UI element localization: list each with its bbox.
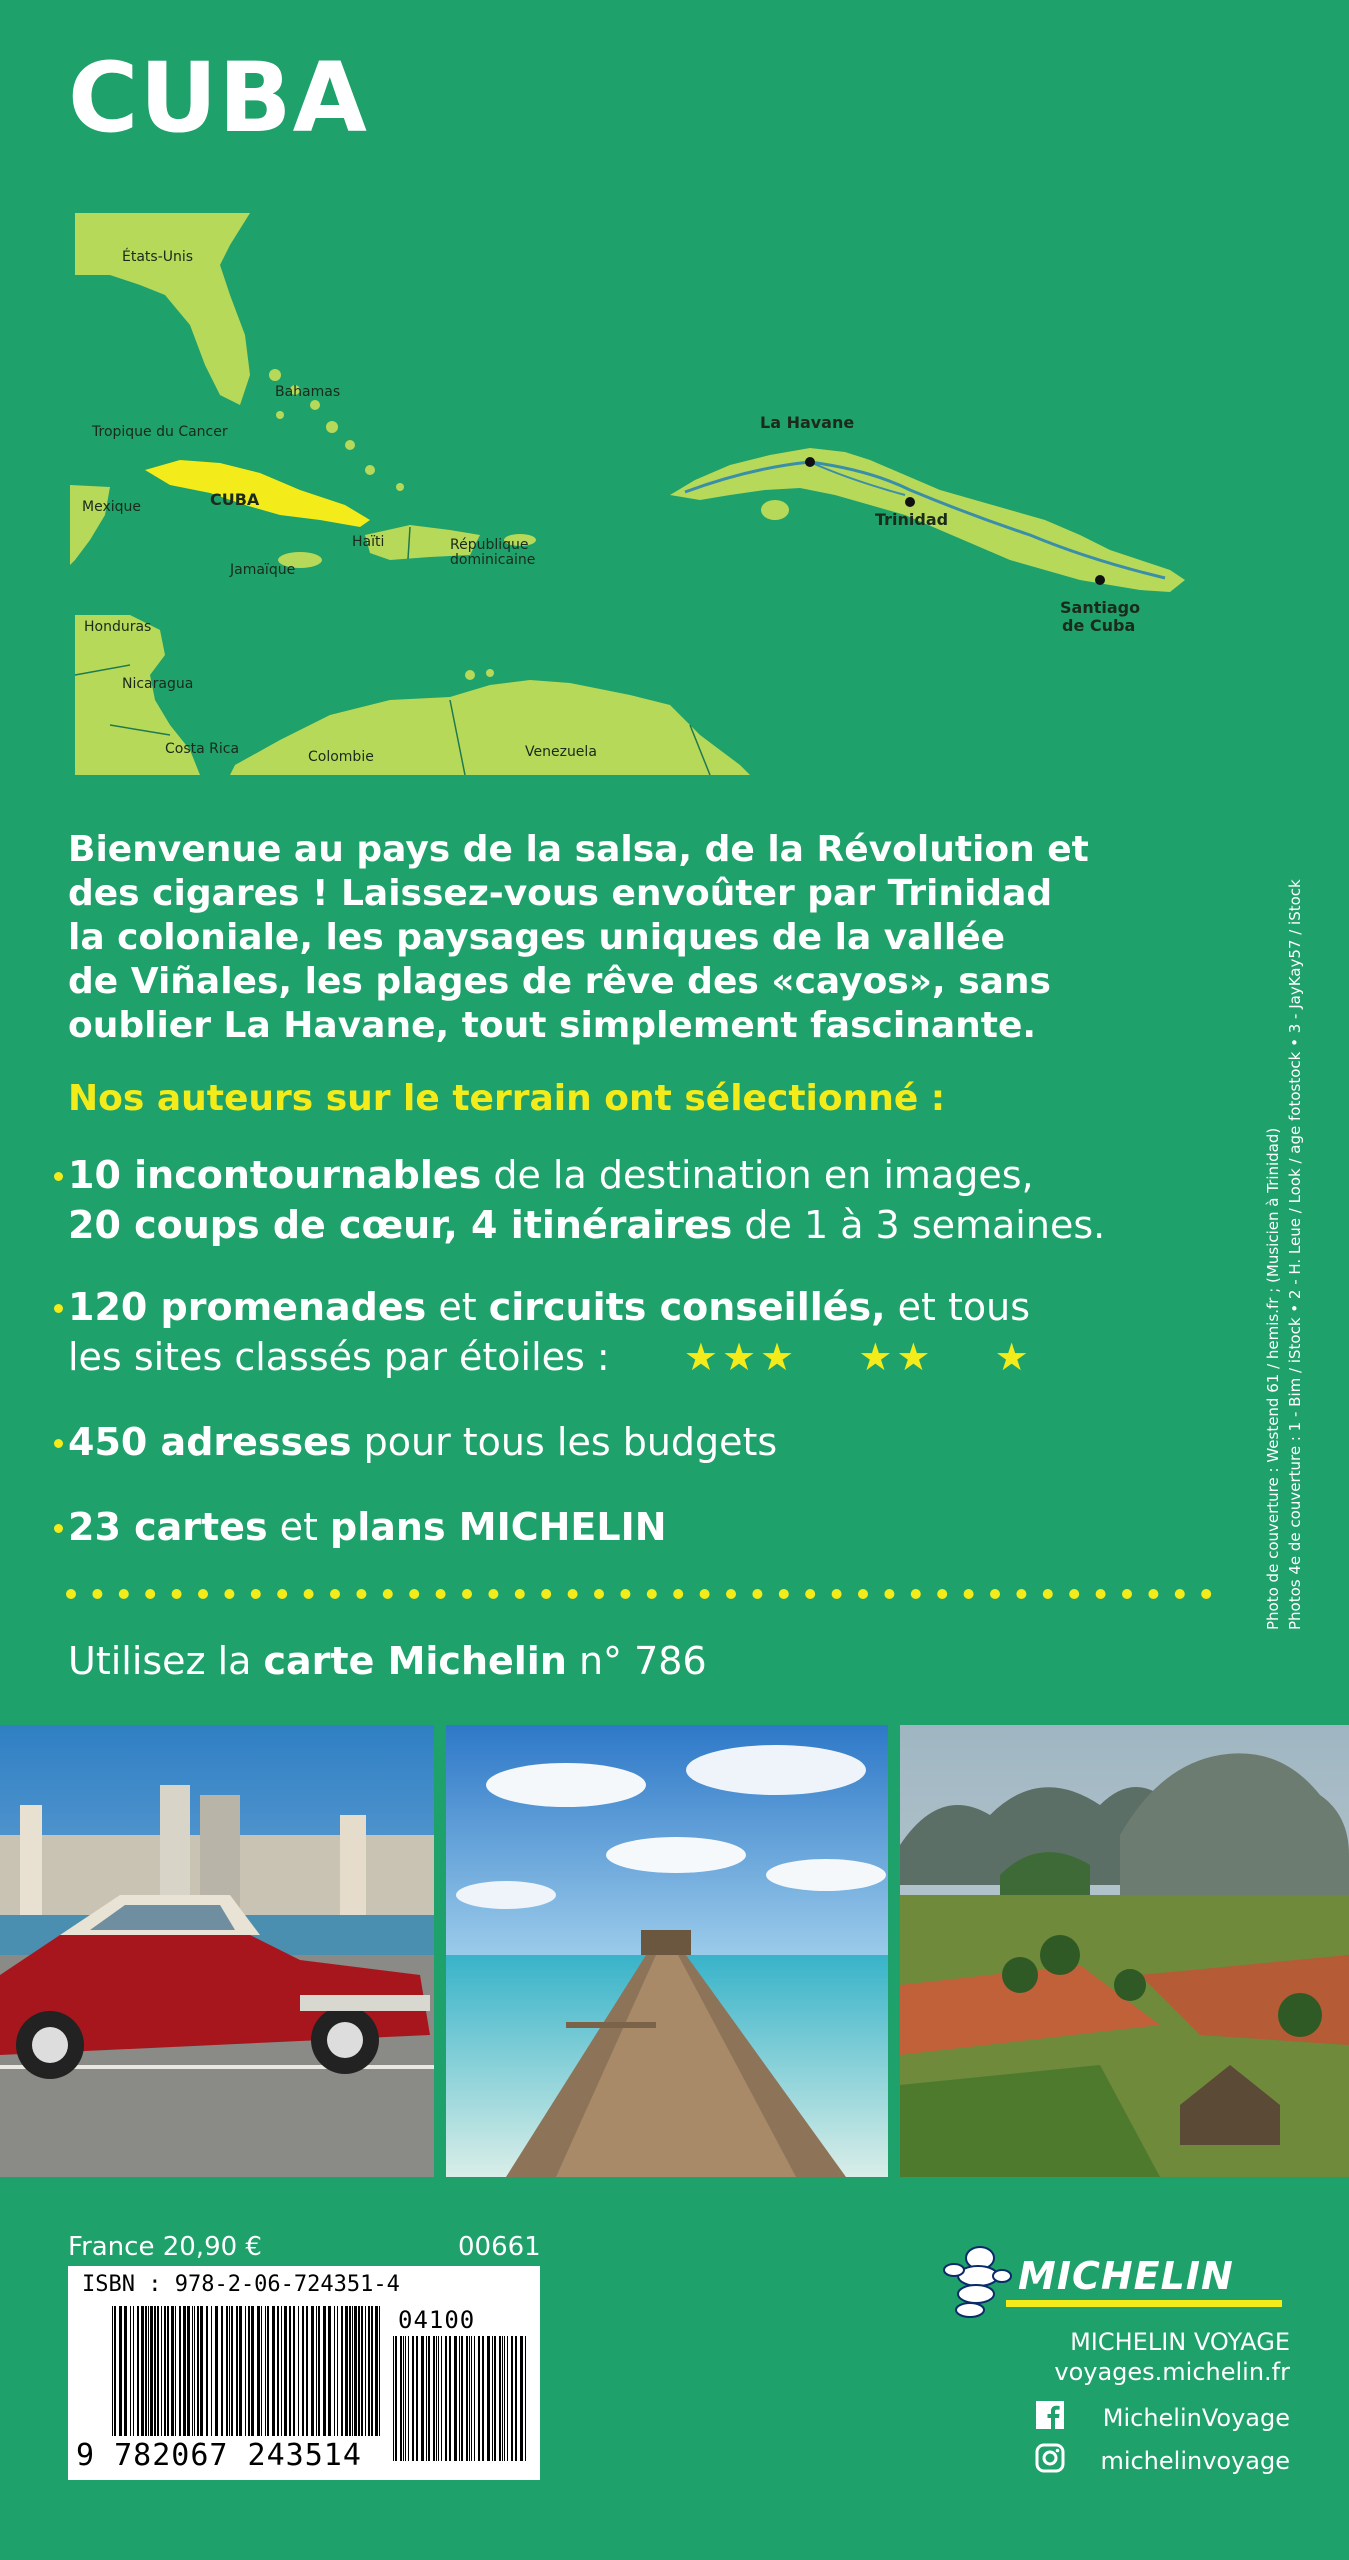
barcode-bar <box>316 2306 317 2436</box>
intro-line: oublier La Havane, tout simplement fascinante. <box>68 1005 1037 1046</box>
barcode-bar <box>257 2306 260 2436</box>
barcode <box>68 2266 540 2480</box>
bullet-text: de la destination en images, <box>481 1153 1034 1197</box>
barcode-bar <box>154 2306 156 2436</box>
barcode-bar <box>323 2306 326 2436</box>
barcode-bar <box>492 2336 493 2461</box>
barcode-bar <box>400 2336 402 2461</box>
separator-dot <box>568 1589 578 1599</box>
barcode-bar <box>221 2306 223 2436</box>
barcode-bar <box>112 2306 113 2436</box>
bullet-text: pour tous les budgets <box>351 1420 778 1464</box>
product-code: 00661 <box>458 2232 541 2262</box>
separator-dot <box>277 1589 287 1599</box>
barcode-bar <box>133 2306 134 2436</box>
map-label-venezuela: Venezuela <box>525 744 597 760</box>
michelin-man-icon <box>940 2240 1020 2320</box>
barcode-bar <box>358 2306 360 2436</box>
ean-number: 9 782067 243514 <box>76 2438 362 2473</box>
barcode-bar <box>445 2336 447 2461</box>
barcode-bar <box>334 2306 335 2436</box>
separator-dot <box>251 1589 261 1599</box>
barcode-bar <box>229 2306 230 2436</box>
bullet-bold: 120 promenades <box>68 1285 427 1329</box>
barcode-bar <box>194 2306 195 2436</box>
addon-bars <box>393 2336 533 2471</box>
barcode-bar <box>187 2306 190 2436</box>
barcode-bar <box>499 2336 501 2461</box>
bullet-item <box>68 1150 1218 1250</box>
price-label: France 20,90 € <box>68 2232 262 2262</box>
barcode-bar <box>318 2306 320 2436</box>
one-star-icon: ★ <box>994 1335 1033 1379</box>
separator-dot <box>1175 1589 1185 1599</box>
map-label-cuba: CUBA <box>210 490 260 509</box>
map-label-bahamas: Bahamas <box>275 384 341 400</box>
barcode-bar <box>482 2336 484 2461</box>
barcode-bar <box>421 2336 424 2461</box>
barcode-bar <box>454 2336 457 2461</box>
separator-dot <box>1096 1589 1106 1599</box>
bullet-text: et <box>267 1505 331 1549</box>
map-label-jamaique: Jamaïque <box>230 562 296 578</box>
intro-paragraph <box>68 828 1218 1048</box>
separator-dot <box>541 1589 551 1599</box>
barcode-bar <box>215 2306 218 2436</box>
separator-dot <box>1043 1589 1053 1599</box>
separator-dot <box>172 1589 182 1599</box>
barcode-bar <box>511 2336 513 2461</box>
barcode-bar <box>311 2306 314 2436</box>
separator-dot <box>700 1589 710 1599</box>
barcode-bar <box>426 2336 427 2461</box>
barcode-bar <box>416 2336 418 2461</box>
bullet-item <box>68 1282 1218 1382</box>
bullet-bold: plans MICHELIN <box>330 1505 667 1549</box>
michelin-wordmark: MICHELIN <box>1018 2254 1234 2298</box>
barcode-bar <box>354 2306 357 2436</box>
separator-dot <box>673 1589 683 1599</box>
separator-dot <box>752 1589 762 1599</box>
facebook-icon[interactable] <box>1035 2400 1065 2430</box>
instagram-handle[interactable]: michelinvoyage <box>1100 2447 1290 2475</box>
map-label-rep-dom-1: République <box>450 537 529 553</box>
city-santiago-1: Santiago <box>1060 598 1141 617</box>
separator-dot <box>1069 1589 1079 1599</box>
separator-dot <box>330 1589 340 1599</box>
separator-dot <box>198 1589 208 1599</box>
photo-vinales-valley <box>900 1725 1349 2177</box>
barcode-bar <box>371 2306 373 2436</box>
barcode-bar <box>438 2336 439 2461</box>
barcode-bar <box>352 2306 353 2436</box>
barcode-bar <box>393 2336 394 2461</box>
barcode-bar <box>302 2306 304 2436</box>
barcode-bar <box>231 2306 233 2436</box>
barcode-bar <box>226 2306 228 2436</box>
bullet-bold: 450 adresses <box>68 1420 352 1464</box>
separator-dot <box>409 1589 419 1599</box>
intro-line: de Viñales, les plages de rêve des «cayos», sans <box>68 961 1051 1002</box>
barcode-bar <box>436 2336 437 2461</box>
barcode-bar <box>469 2336 470 2461</box>
bullet-item <box>68 1417 1218 1467</box>
barcode-bar <box>239 2306 242 2436</box>
barcode-bar <box>405 2336 406 2461</box>
logo-underline <box>1006 2300 1282 2307</box>
ean-bars <box>112 2306 382 2446</box>
barcode-bar <box>183 2306 186 2436</box>
separator-dot <box>726 1589 736 1599</box>
barcode-bar <box>150 2306 153 2436</box>
barcode-bar <box>141 2306 144 2436</box>
barcode-bar <box>428 2336 430 2461</box>
barcode-bar <box>289 2306 291 2436</box>
separator-dot <box>436 1589 446 1599</box>
barcode-bar <box>130 2306 131 2436</box>
city-trinidad: Trinidad <box>875 510 949 529</box>
map-label-haiti: Haïti <box>352 534 385 550</box>
barcode-bar <box>265 2306 266 2436</box>
bullet-dot <box>54 1304 63 1313</box>
bullet-text: et tous <box>885 1285 1031 1329</box>
page-title: CUBA <box>68 42 368 154</box>
barcode-bar <box>365 2306 366 2436</box>
michelin-voyage-label: MICHELIN VOYAGE <box>1070 2328 1290 2356</box>
barcode-bar <box>459 2336 460 2461</box>
highlights-heading: Nos auteurs sur le terrain ont sélectionné : <box>68 1078 946 1119</box>
photo-havana-classic-car <box>0 1725 434 2177</box>
barcode-bar <box>298 2306 299 2436</box>
barcode-bar <box>345 2306 348 2436</box>
separator-dot <box>990 1589 1000 1599</box>
barcode-bar <box>175 2306 176 2436</box>
barcode-bar <box>157 2306 159 2436</box>
barcode-bar <box>525 2336 526 2461</box>
barcode-bar <box>277 2306 279 2436</box>
barcode-bar <box>281 2306 282 2436</box>
isbn-text: ISBN : 978-2-06-724351-4 <box>82 2272 400 2297</box>
bullet-item <box>68 1502 1218 1552</box>
map-label-tropic: Tropique du Cancer <box>92 424 228 440</box>
separator-dot <box>515 1589 525 1599</box>
barcode-bar <box>520 2336 523 2461</box>
barcode-bar <box>119 2306 122 2436</box>
barcode-bar <box>375 2306 378 2436</box>
barcode-bar <box>306 2306 308 2436</box>
barcode-bar <box>251 2306 254 2436</box>
separator-dot <box>911 1589 921 1599</box>
barcode-bar <box>328 2306 331 2436</box>
intro-line: la coloniale, les paysages uniques de la vallée <box>68 917 1006 958</box>
separator-dot <box>805 1589 815 1599</box>
barcode-bar <box>148 2306 149 2436</box>
city-santiago-2: de Cuba <box>1062 616 1136 635</box>
barcode-bar <box>349 2306 351 2436</box>
separator-dot <box>1016 1589 1026 1599</box>
barcode-bar <box>433 2336 435 2461</box>
barcode-bar <box>461 2336 463 2461</box>
separator-dot <box>356 1589 366 1599</box>
map-label-nicaragua: Nicaragua <box>122 676 194 692</box>
separator-dot <box>145 1589 155 1599</box>
barcode-bar <box>379 2306 380 2436</box>
barcode-bar <box>236 2306 238 2436</box>
note-text: n° 786 <box>566 1639 707 1683</box>
barcode-bar <box>206 2306 208 2436</box>
map-label-rep-dom-2: dominicaine <box>450 552 536 568</box>
map-label-usa: États-Unis <box>122 249 194 265</box>
barcode-bar <box>449 2336 451 2461</box>
barcode-bar <box>197 2306 199 2436</box>
separator-dot <box>488 1589 498 1599</box>
barcode-bar <box>137 2306 139 2436</box>
bullet-bold: circuits conseillés, <box>488 1285 886 1329</box>
separator-dot <box>964 1589 974 1599</box>
barcode-bar <box>145 2306 147 2436</box>
barcode-bar <box>395 2336 397 2461</box>
separator-dot <box>779 1589 789 1599</box>
map-label-colombie: Colombie <box>308 749 374 765</box>
separator-dot <box>594 1589 604 1599</box>
three-stars-icon: ★★★ <box>683 1335 799 1379</box>
barcode-bar <box>471 2336 472 2461</box>
barcode-bar <box>341 2306 343 2436</box>
bullet-text: et <box>426 1285 489 1329</box>
dotted-separator <box>64 1587 1224 1601</box>
separator-dot <box>620 1589 630 1599</box>
website-link[interactable]: voyages.michelin.fr <box>1054 2358 1290 2386</box>
barcode-bar <box>337 2306 338 2436</box>
caribbean-map <box>70 205 750 775</box>
barcode-bar <box>179 2306 181 2436</box>
barcode-bar <box>261 2306 262 2436</box>
separator-dot <box>858 1589 868 1599</box>
separator-dot <box>92 1589 102 1599</box>
credits-line-1: Photo de couverture : Westend 61 / hemis.fr ; (Musicien à Trinidad) <box>1264 1127 1282 1630</box>
separator-dot <box>1148 1589 1158 1599</box>
credits-line-2: Photos 4e de couverture : 1 - Bim / iStock • 2 - H. Leue / Look / age fotostock • 3 - JayKay57 / iStock <box>1286 879 1304 1630</box>
separator-dot <box>937 1589 947 1599</box>
separator-dot <box>832 1589 842 1599</box>
barcode-bar <box>494 2336 496 2461</box>
bullet-bold: 23 cartes <box>68 1505 268 1549</box>
separator-dot <box>647 1589 657 1599</box>
map-label-mexique: Mexique <box>82 499 141 515</box>
bullet-dot <box>54 1172 63 1181</box>
separator-dot <box>1201 1589 1211 1599</box>
bullet-dot <box>54 1439 63 1448</box>
barcode-bar <box>293 2306 295 2436</box>
barcode-bar <box>211 2306 212 2436</box>
barcode-bar <box>412 2336 414 2461</box>
separator-dot <box>224 1589 234 1599</box>
barcode-bar <box>192 2306 193 2436</box>
separator-dot <box>884 1589 894 1599</box>
barcode-bar <box>114 2306 116 2436</box>
barcode-bar <box>284 2306 287 2436</box>
barcode-bar <box>487 2336 490 2461</box>
separator-dot <box>1122 1589 1132 1599</box>
barcode-bar <box>502 2336 503 2461</box>
bullet-bold: 20 coups de cœur, 4 itinéraires <box>68 1203 733 1247</box>
note-bold: carte Michelin <box>263 1639 567 1683</box>
cuba-detail-map <box>670 400 1190 640</box>
barcode-bar <box>507 2336 508 2461</box>
photo-beach-pier <box>446 1725 888 2177</box>
barcode-bar <box>403 2336 404 2461</box>
facebook-handle[interactable]: MichelinVoyage <box>1102 2404 1290 2432</box>
separator-dot <box>304 1589 314 1599</box>
barcode-bar <box>441 2336 442 2461</box>
map-label-costa-rica: Costa Rica <box>165 741 240 757</box>
barcode-bar <box>171 2306 174 2436</box>
addon-number: 04100 <box>398 2306 476 2334</box>
barcode-bar <box>478 2336 480 2461</box>
intro-line: Bienvenue au pays de la salsa, de la Révolution et <box>68 829 1089 870</box>
bullet-dot <box>54 1524 63 1533</box>
bullet-bold: 10 incontournables <box>68 1153 482 1197</box>
barcode-bar <box>164 2306 166 2436</box>
barcode-bar <box>361 2306 363 2436</box>
barcode-bar <box>161 2306 162 2436</box>
barcode-bar <box>124 2306 127 2436</box>
bullet-text: les sites classés par étoiles : <box>68 1335 610 1379</box>
photo-credits <box>1262 770 1304 1630</box>
intro-line: des cigares ! Laissez-vous envoûter par Trinidad <box>68 873 1053 914</box>
barcode-bar <box>167 2306 169 2436</box>
barcode-bar <box>515 2336 517 2461</box>
michelin-map-note <box>68 1636 707 1686</box>
two-stars-icon: ★★ <box>858 1335 935 1379</box>
separator-dot <box>66 1589 76 1599</box>
barcode-bar <box>245 2306 246 2436</box>
barcode-bar <box>368 2306 370 2436</box>
barcode-bar <box>200 2306 203 2436</box>
instagram-icon[interactable] <box>1035 2443 1065 2473</box>
barcode-bar <box>272 2306 275 2436</box>
note-text: Utilisez la <box>68 1639 264 1683</box>
barcode-bar <box>267 2306 269 2436</box>
barcode-bar <box>408 2336 409 2461</box>
separator-dot <box>462 1589 472 1599</box>
michelin-logo <box>940 2240 1290 2320</box>
separator-dot <box>119 1589 129 1599</box>
barcode-bar <box>466 2336 468 2461</box>
barcode-bar <box>504 2336 505 2461</box>
bullet-text: de 1 à 3 semaines. <box>732 1203 1106 1247</box>
map-label-honduras: Honduras <box>84 619 152 635</box>
city-la-havane: La Havane <box>760 413 855 432</box>
barcode-bar <box>474 2336 475 2461</box>
separator-dot <box>383 1589 393 1599</box>
barcode-bar <box>248 2306 250 2436</box>
